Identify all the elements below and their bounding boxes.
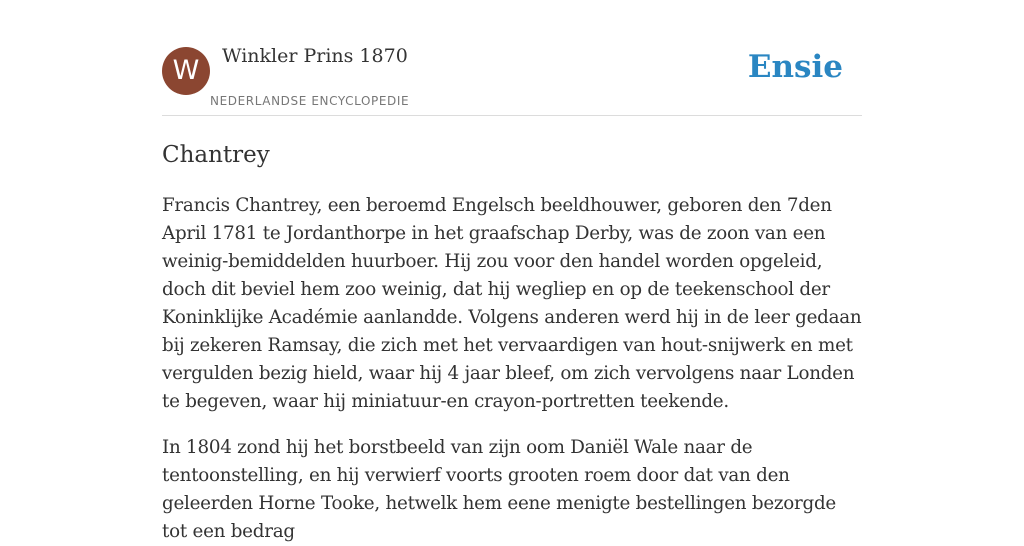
article-paragraph: In 1804 zond hij het borstbeeld van zijn oom Daniël Wale naar de tentoonstelling, en hij verwierf voorts grooten roem door dat van den geleerden Horne Tooke, hetwelk hem eene menigte bestellingen bezorgde tot een bedrag [162,437,836,542]
article-paragraph: Francis Chantrey, een beroemd Engelsch beeldhouwer, geboren den 7den April 1781 te Jordanthorpe in het graafschap Derby, was de zoon van een weinig-bemiddelden huurboer. Hij zou voor den handel worden opgeleid, doch dit beviel hem zoo weinig, dat hij wegliep en op de teekenschool der Koninklijke Académie aanlandde. Volgens anderen werd hij in de leer gedaan bij zekeren Ramsay, die zich met het vervaardigen van hout-snijwerk en met vergulden bezig hield, waar hij 4 jaar bleef, om zich vervolgens naar Londen te begeven, waar hij miniatuur-en crayon-portretten teekende. [162,195,862,412]
source-subtitle: NEDERLANDSE ENCYCLOPEDIE [210,94,410,108]
article-title: Chantrey [162,142,270,168]
article [162,116,862,546]
ensie-logo[interactable]: Ensie [747,49,843,85]
source-title[interactable]: Winkler Prins 1870 [222,45,408,67]
header [162,0,862,116]
source-avatar[interactable]: W [162,47,210,95]
